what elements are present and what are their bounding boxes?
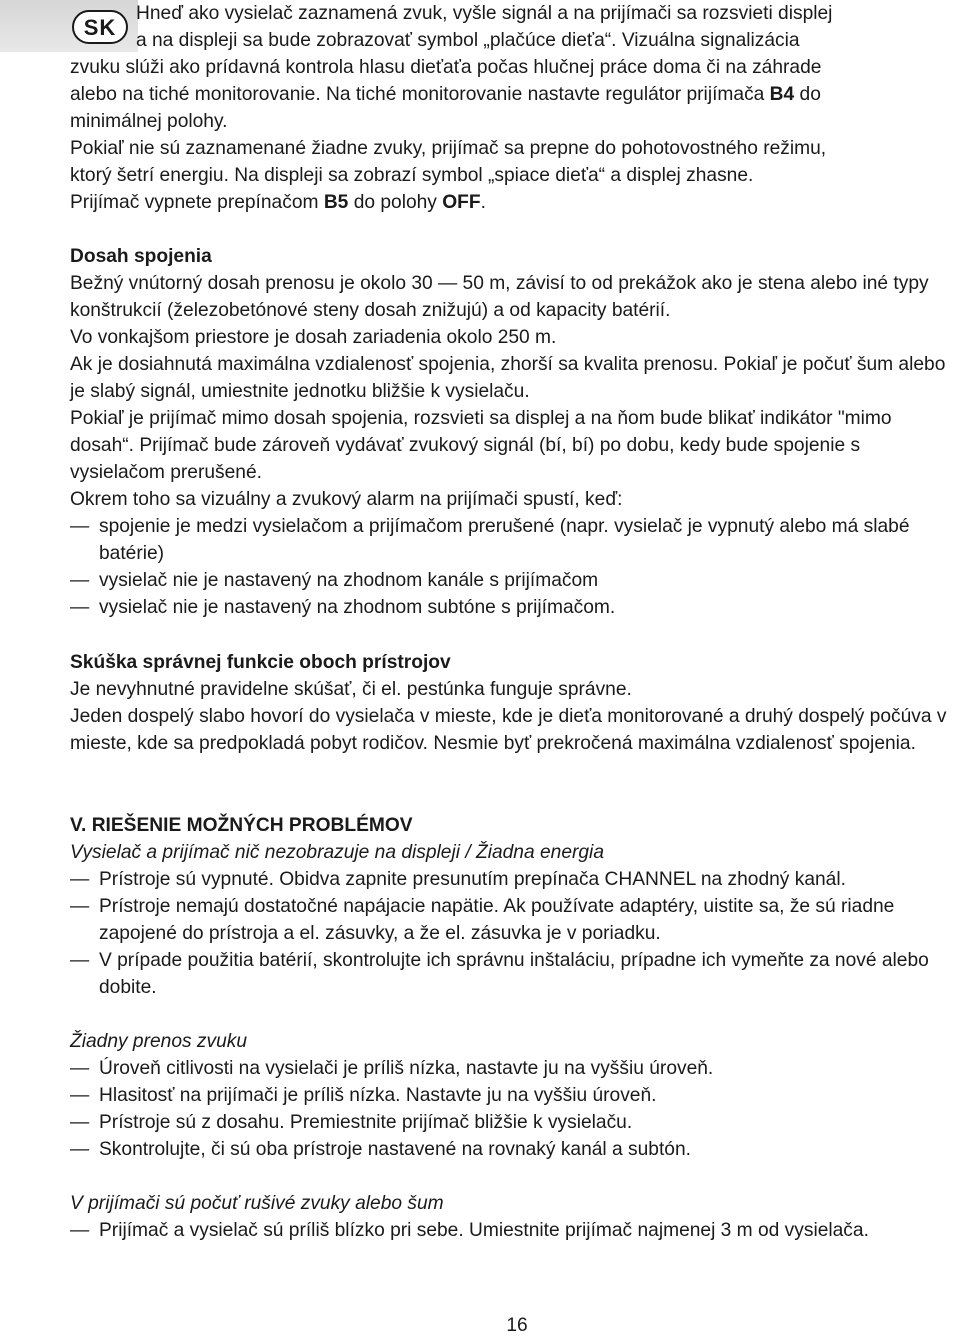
position-label-off: OFF bbox=[442, 192, 481, 213]
intro-text-span: . bbox=[480, 192, 486, 213]
intro-line bbox=[70, 81, 950, 108]
list-item: — Prístroje sú vypnuté. Obidva zapnite presunutím prepínača CHANNEL na zhodný kanál. bbox=[70, 866, 960, 893]
paragraph: Bežný vnútorný dosah prenosu je okolo 30 — 50 m, závisí to od prekážok ako je stena alebo iné typy konštrukcií (železobetónové steny dosah znižujú) a od kapacity batérií. bbox=[70, 273, 929, 321]
chapter-heading: V. RIEŠENIE MOŽNÝCH PROBLÉMOV bbox=[70, 815, 413, 836]
section-heading: Dosah spojenia bbox=[70, 246, 212, 267]
intro-line: zvuku slúži ako prídavná kontrola hlasu dieťaťa počas hlučnej práce doma či na záhrade bbox=[70, 57, 822, 78]
subsection-title: V prijímači sú počuť rušivé zvuky alebo šum bbox=[70, 1193, 444, 1214]
paragraph: Je nevyhnutné pravidelne skúšať, či el. pestúnka funguje správne. bbox=[70, 679, 632, 700]
paragraph: Jeden dospelý slabo hovorí do vysielača v mieste, kde je dieťa monitorované a druhý dospelý počúva v mieste, kde sa predpokladá pobyt rodičov. Nesmie byť prekročená maximálna vzdialenosť spojenia. bbox=[70, 706, 947, 754]
control-label-b4: B4 bbox=[769, 84, 795, 105]
intro-text-span: do polohy bbox=[348, 192, 443, 213]
intro-text-span: Prijímač vypnete prepínačom bbox=[70, 192, 324, 213]
list-item: — Hlasitosť na prijímači je príliš nízka. Nastavte ju na vyššiu úroveň. bbox=[70, 1082, 960, 1109]
paragraph: Okrem toho sa vizuálny a zvukový alarm na prijímači spustí, keď: bbox=[70, 489, 623, 510]
spacer bbox=[70, 1001, 960, 1028]
list-item: — Prístroje sú z dosahu. Premiestnite prijímač bližšie k vysielaču. bbox=[70, 1109, 960, 1136]
no-sound-list bbox=[70, 1055, 960, 1163]
list-item: — spojenie je medzi vysielačom a prijímačom prerušené (napr. vysielač je vypnutý alebo má slabé batérie) bbox=[70, 513, 960, 567]
list-item: — vysielač nie je nastavený na zhodnom subtóne s prijímačom. bbox=[70, 594, 960, 621]
list-item: — Prijímač a vysielač sú príliš blízko pri sebe. Umiestnite prijímač najmenej 3 m od vysielača. bbox=[70, 1217, 960, 1244]
paragraph: Pokiaľ je prijímač mimo dosah spojenia, rozsvieti sa displej a na ňom bude blikať indikátor "mimo dosah“. Prijímač bude zároveň vydávať zvukový signál (bí, bí) po dobu, kedy bude spojenie s vysielačom prerušené. bbox=[70, 408, 892, 483]
spacer bbox=[70, 1163, 960, 1190]
intro-line: Hneď ako vysielač zaznamená zvuk, vyšle signál a na prijímači sa rozsvieti displej bbox=[136, 3, 833, 24]
list-item: — Úroveň citlivosti na vysielači je príliš nízka, nastavte ju na vyššiu úroveň. bbox=[70, 1055, 960, 1082]
troubleshooting-section bbox=[70, 812, 960, 1244]
test-section bbox=[70, 649, 960, 757]
intro-text bbox=[70, 0, 950, 216]
no-power-list bbox=[70, 866, 960, 1001]
intro-line: Pokiaľ nie sú zaznamenané žiadne zvuky, prijímač sa prepne do pohotovostného režimu, bbox=[70, 138, 827, 159]
intro-text-span: do bbox=[794, 84, 821, 105]
list-item: — Skontrolujte, či sú oba prístroje nastavené na rovnaký kanál a subtón. bbox=[70, 1136, 960, 1163]
paragraph: Ak je dosiahnutá maximálna vzdialenosť spojenia, zhorší sa kvalita prenosu. Pokiaľ je počuť šum alebo je slabý signál, umiestnite jednotku bližšie k vysielaču. bbox=[70, 354, 946, 402]
subsection-title: Vysielač a prijímač nič nezobrazuje na displeji / Žiadna energia bbox=[70, 842, 604, 863]
list-item: — Prístroje nemajú dostatočné napájacie napätie. Ak používate adaptéry, uistite sa, že sú riadne zapojené do prístroja a el. zásuvky, a že el. zásuvka je v poriadku. bbox=[70, 893, 960, 947]
intro-line: minimálnej polohy. bbox=[70, 111, 228, 132]
page-number: 16 bbox=[506, 1315, 528, 1336]
language-badge: SK bbox=[72, 10, 128, 44]
range-section bbox=[70, 243, 960, 621]
noise-list bbox=[70, 1217, 960, 1244]
list-item: — V prípade použitia batérií, skontrolujte ich správnu inštaláciu, prípadne ich vymeňte za nové alebo dobite. bbox=[70, 947, 960, 1001]
intro-line bbox=[70, 189, 950, 216]
intro-line: ktorý šetrí energiu. Na displeji sa zobrazí symbol „spiace dieťa“ a displej zhasne. bbox=[70, 165, 754, 186]
alarm-conditions-list bbox=[70, 513, 960, 621]
intro-text-span: alebo na tiché monitorovanie. Na tiché monitorovanie nastavte regulátor prijímača bbox=[70, 84, 770, 105]
section-heading: Skúška správnej funkcie oboch prístrojov bbox=[70, 652, 451, 673]
list-item: — vysielač nie je nastavený na zhodnom kanále s prijímačom bbox=[70, 567, 960, 594]
intro-line: a na displeji sa bude zobrazovať symbol „plačúce dieťa“. Vizuálna signalizácia bbox=[136, 30, 800, 51]
control-label-b5: B5 bbox=[323, 192, 349, 213]
subsection-title: Žiadny prenos zvuku bbox=[70, 1031, 248, 1052]
paragraph: Vo vonkajšom priestore je dosah zariadenia okolo 250 m. bbox=[70, 327, 557, 348]
